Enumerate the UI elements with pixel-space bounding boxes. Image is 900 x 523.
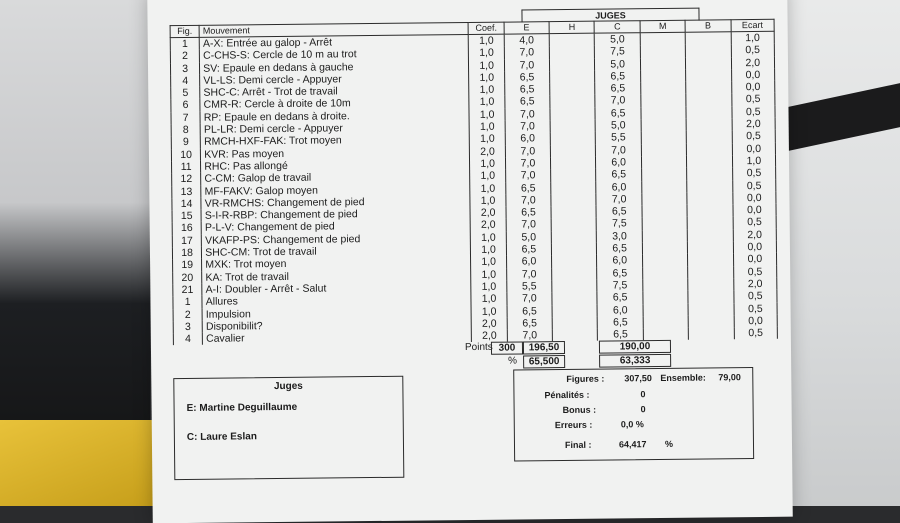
row-score-h	[551, 169, 597, 182]
row-score-h	[552, 267, 598, 280]
row-mouvement: C-CHS-S: Cercle de 10 m au trot	[200, 47, 469, 62]
juges-box	[173, 376, 404, 480]
row-score-b	[687, 180, 733, 193]
row-coef: 1,0	[471, 268, 506, 281]
row-score-c: 6,5	[595, 82, 641, 95]
row-mouvement: P-L-V: Changement de pied	[201, 219, 470, 234]
row-score-b	[687, 155, 733, 168]
row-score-b	[685, 32, 731, 45]
row-score-c: 7,5	[595, 46, 641, 59]
row-score-c: 6,5	[597, 291, 643, 304]
row-mouvement: SV: Epaule en dedans à gauche	[200, 60, 469, 75]
row-score-b	[686, 118, 732, 131]
figures-value: 307,50	[624, 373, 652, 384]
row-score-h	[551, 230, 597, 243]
row-ecart: 0,5	[732, 106, 776, 119]
row-score-c: 3,0	[597, 230, 643, 243]
header-coef: Coef.	[469, 22, 504, 34]
row-fig: 16	[172, 222, 201, 235]
row-ecart: 0,0	[733, 204, 777, 217]
row-score-m	[642, 180, 688, 193]
row-score-c: 5,0	[596, 119, 642, 132]
row-score-m	[641, 82, 687, 95]
row-fig: 6	[171, 99, 200, 112]
c-points: 190,00	[599, 340, 671, 354]
row-ecart: 0,5	[734, 327, 778, 340]
row-score-e: 7,0	[505, 145, 551, 158]
row-score-e: 6,0	[506, 255, 552, 268]
row-fig: 3	[170, 62, 199, 75]
row-coef: 1,0	[470, 170, 505, 183]
row-mouvement: S-I-R-RBP: Changement de pied	[201, 207, 470, 222]
row-score-h	[550, 120, 596, 133]
row-score-h	[552, 304, 598, 317]
row-coef: 1,0	[470, 158, 505, 171]
score-rows	[170, 31, 777, 345]
row-score-b	[688, 266, 734, 279]
row-ecart: 0,5	[731, 93, 775, 106]
points-label: Points	[464, 342, 493, 354]
row-fig: 14	[172, 198, 201, 211]
row-fig: 18	[172, 247, 201, 260]
row-score-m	[640, 57, 686, 70]
row-fig: 17	[172, 235, 201, 248]
row-coef: 1,0	[470, 194, 505, 207]
row-score-b	[687, 143, 733, 156]
row-fig: 10	[171, 148, 200, 161]
row-ecart: 0,0	[734, 315, 778, 328]
row-mouvement: RP: Epaule en dedans à droite.	[200, 109, 469, 124]
row-coef: 1,0	[471, 256, 506, 269]
header-c: C	[595, 21, 640, 33]
header-m: M	[640, 20, 685, 32]
header-h: H	[549, 21, 594, 33]
bonus-value: 0	[640, 404, 646, 415]
row-score-h	[552, 329, 598, 342]
row-score-m	[642, 205, 688, 218]
row-score-m	[641, 143, 687, 156]
row-score-m	[640, 70, 686, 83]
row-score-b	[686, 45, 732, 58]
row-score-b	[687, 168, 733, 181]
row-fig: 8	[171, 124, 200, 137]
row-score-h	[551, 194, 597, 207]
row-score-e: 6,5	[506, 243, 552, 256]
row-score-h	[550, 144, 596, 157]
row-ecart: 2,0	[733, 229, 777, 242]
row-score-h	[551, 218, 597, 231]
row-fig: 12	[172, 173, 201, 186]
row-score-c: 7,5	[597, 218, 643, 231]
row-mouvement: SHC-CM: Trot de travail	[202, 244, 471, 259]
row-score-h	[550, 71, 596, 84]
row-ecart: 0,5	[734, 302, 778, 315]
row-score-m	[643, 303, 689, 316]
row-score-m	[640, 45, 686, 58]
row-fig: 19	[173, 259, 202, 272]
row-score-e: 5,5	[507, 280, 553, 293]
row-fig: 2	[173, 308, 202, 321]
row-score-b	[689, 327, 735, 340]
row-ecart: 1,0	[732, 155, 776, 168]
row-coef: 1,0	[471, 281, 506, 294]
row-score-b	[688, 241, 734, 254]
row-score-m	[643, 316, 689, 329]
row-fig: 4	[173, 333, 202, 346]
row-score-h	[551, 181, 597, 194]
score-table-area	[170, 10, 779, 376]
row-mouvement: MXK: Trot moyen	[202, 256, 471, 271]
row-coef: 2,0	[472, 330, 507, 343]
summary-box	[513, 367, 754, 462]
row-fig: 9	[171, 136, 200, 149]
row-ecart: 1,0	[731, 31, 775, 44]
row-fig: 4	[171, 75, 200, 88]
header-e: E	[504, 22, 549, 34]
row-score-e: 6,5	[505, 96, 551, 109]
row-score-c: 6,5	[598, 316, 644, 329]
row-coef: 1,0	[469, 72, 504, 85]
row-ecart: 0,5	[733, 290, 777, 303]
row-ecart: 2,0	[732, 118, 776, 131]
row-ecart: 0,5	[732, 179, 776, 192]
penalites-label: Pénalités :	[544, 389, 590, 401]
penalites-value: 0	[640, 389, 646, 400]
row-mouvement: A-I: Doubler - Arrêt - Salut	[202, 281, 471, 296]
row-mouvement: KVR: Pas moyen	[201, 146, 470, 161]
score-table	[170, 19, 778, 346]
row-score-c: 6,5	[597, 267, 643, 280]
row-coef: 1,0	[470, 133, 505, 146]
row-ecart: 0,0	[733, 241, 777, 254]
juges-header: JUGES	[521, 8, 699, 23]
row-mouvement: Allures	[202, 293, 471, 308]
row-score-e: 6,5	[504, 83, 550, 96]
row-coef: 1,0	[469, 84, 504, 97]
row-score-h	[552, 292, 598, 305]
row-mouvement: Disponibilit?	[202, 318, 471, 333]
row-fig: 2	[170, 50, 199, 63]
row-score-c: 6,0	[598, 304, 644, 317]
row-score-m	[641, 94, 687, 107]
row-score-e: 6,5	[506, 206, 552, 219]
row-score-b	[686, 81, 732, 94]
row-mouvement: VL-LS: Demi cercle - Appuyer	[200, 72, 469, 87]
row-score-c: 6,5	[595, 107, 641, 120]
row-score-h	[549, 46, 595, 59]
row-fig: 1	[170, 37, 199, 50]
row-mouvement: CMR-R: Cercle à droite de 10m	[200, 96, 469, 111]
row-score-e: 7,0	[506, 219, 552, 232]
final-unit: %	[664, 438, 674, 449]
row-ecart: 0,5	[733, 216, 777, 229]
row-coef: 1,0	[471, 293, 506, 306]
row-score-e: 7,0	[505, 108, 551, 121]
row-coef: 1,0	[469, 34, 504, 47]
row-score-m	[642, 193, 688, 206]
row-mouvement: VKAFP-PS: Changement de pied	[202, 232, 471, 247]
row-score-b	[687, 204, 733, 217]
row-score-m	[642, 217, 688, 230]
row-coef: 2,0	[470, 145, 505, 158]
row-score-c: 5,0	[595, 33, 641, 46]
final-value: 64,417	[618, 439, 647, 450]
row-score-c: 6,5	[595, 70, 641, 83]
row-coef: 1,0	[470, 121, 505, 134]
row-score-h	[551, 243, 597, 256]
row-score-m	[641, 168, 687, 181]
row-ecart: 2,0	[733, 278, 777, 291]
header-mouvement: Mouvement	[199, 23, 468, 38]
row-score-h	[552, 316, 598, 329]
row-score-h	[550, 107, 596, 120]
row-score-h	[552, 280, 598, 293]
row-coef: 1,0	[469, 108, 504, 121]
row-mouvement: RMCH-HXF-FAK: Trot moyen	[200, 133, 469, 148]
row-score-h	[550, 58, 596, 71]
header-b: B	[685, 20, 730, 32]
row-score-b	[688, 278, 734, 291]
row-score-b	[686, 69, 732, 82]
row-score-c: 7,0	[596, 144, 642, 157]
row-score-c: 6,5	[598, 328, 644, 341]
header-fig: Fig.	[170, 25, 199, 37]
erreurs-label: Erreurs :	[554, 419, 593, 431]
row-mouvement: Impulsion	[202, 306, 471, 321]
percent-label: %	[508, 355, 518, 368]
judge-e: E: Martine Deguillaume	[186, 401, 298, 414]
row-score-e: 6,5	[504, 71, 550, 84]
row-ecart: 0,0	[731, 69, 775, 82]
row-score-e: 7,0	[507, 329, 553, 342]
row-score-c: 6,5	[596, 205, 642, 218]
c-percent: 63,333	[599, 354, 671, 368]
judge-c: C: Laure Eslan	[186, 431, 257, 443]
row-score-b	[687, 229, 733, 242]
juges-box-title: Juges	[273, 380, 303, 393]
row-score-h	[552, 255, 598, 268]
row-score-b	[686, 106, 732, 119]
row-fig: 13	[172, 185, 201, 198]
row-fig: 7	[171, 112, 200, 125]
e-points: 196,50	[523, 341, 565, 354]
row-ecart: 0,5	[732, 130, 776, 143]
row-score-e: 6,0	[505, 133, 551, 146]
row-score-b	[686, 57, 732, 70]
row-score-e: 7,0	[505, 157, 551, 170]
row-score-h	[551, 157, 597, 170]
row-coef: 1,0	[471, 244, 506, 257]
row-score-b	[686, 131, 732, 144]
row-score-m	[643, 279, 689, 292]
row-score-e: 6,5	[505, 182, 551, 195]
row-ecart: 2,0	[731, 56, 775, 69]
row-fig: 11	[172, 161, 201, 174]
row-score-b	[688, 315, 734, 328]
row-mouvement: SHC-C: Arrêt - Trot de travail	[200, 84, 469, 99]
row-score-c: 6,0	[597, 255, 643, 268]
row-score-e: 5,0	[506, 231, 552, 244]
row-score-e: 7,0	[505, 169, 551, 182]
row-score-c: 7,0	[595, 95, 641, 108]
row-score-m	[643, 328, 689, 341]
header-ecart: Ecart	[731, 19, 775, 31]
final-label: Final :	[564, 439, 592, 451]
score-sheet-paper	[147, 0, 793, 523]
row-score-h	[550, 95, 596, 108]
row-coef: 1,0	[470, 182, 505, 195]
row-score-b	[688, 303, 734, 316]
row-score-e: 4,0	[504, 34, 550, 47]
row-score-m	[642, 242, 688, 255]
row-score-e: 6,5	[507, 317, 553, 330]
row-ecart: 0,5	[732, 167, 776, 180]
row-fig: 5	[171, 87, 200, 100]
row-coef: 1,0	[469, 47, 504, 60]
row-mouvement: Cavalier	[203, 330, 472, 345]
row-ecart: 0,5	[731, 44, 775, 57]
row-fig: 1	[173, 296, 202, 309]
row-mouvement: MF-FAKV: Galop moyen	[201, 183, 470, 198]
row-score-b	[686, 94, 732, 107]
row-coef: 2,0	[472, 317, 507, 330]
row-mouvement: RHC: Pas allongé	[201, 158, 470, 173]
row-score-b	[688, 254, 734, 267]
row-score-h	[551, 206, 597, 219]
row-coef: 2,0	[471, 219, 506, 232]
row-fig: 15	[172, 210, 201, 223]
row-ecart: 0,0	[733, 253, 777, 266]
row-coef: 2,0	[470, 207, 505, 220]
row-score-m	[642, 266, 688, 279]
row-score-m	[641, 156, 687, 169]
row-score-e: 7,0	[504, 46, 550, 59]
row-score-c: 6,5	[596, 168, 642, 181]
row-score-h	[550, 132, 596, 145]
row-score-b	[688, 290, 734, 303]
row-coef: 1,0	[471, 231, 506, 244]
row-score-c: 7,5	[597, 279, 643, 292]
row-coef: 1,0	[469, 96, 504, 109]
row-coef: 1,0	[471, 305, 506, 318]
row-score-c: 7,0	[596, 193, 642, 206]
row-coef: 1,0	[469, 59, 504, 72]
bonus-label: Bonus :	[562, 404, 597, 416]
row-score-e: 7,0	[506, 268, 552, 281]
row-score-e: 7,0	[507, 292, 553, 305]
row-score-c: 6,5	[597, 242, 643, 255]
row-score-h	[549, 33, 595, 46]
row-score-m	[640, 32, 686, 45]
row-score-h	[550, 83, 596, 96]
row-ecart: 0,0	[731, 81, 775, 94]
erreurs-value: 0,0 %	[620, 419, 644, 430]
ensemble-value: 79,00	[718, 372, 741, 383]
row-fig: 3	[173, 321, 202, 334]
row-score-c: 6,0	[596, 181, 642, 194]
row-mouvement: VR-RMCHS: Changement de pied	[201, 195, 470, 210]
row-score-c: 6,0	[596, 156, 642, 169]
row-mouvement: KA: Trot de travail	[202, 269, 471, 284]
row-score-m	[643, 291, 689, 304]
row-fig: 21	[173, 284, 202, 297]
row-mouvement: PL-LR: Demi cercle - Appuyer	[200, 121, 469, 136]
background-yellow-object	[0, 420, 160, 506]
ensemble-label: Ensemble:	[660, 372, 706, 384]
row-score-m	[642, 254, 688, 267]
row-mouvement: C-CM: Galop de travail	[201, 170, 470, 185]
row-fig: 20	[173, 271, 202, 284]
row-ecart: 0,5	[733, 265, 777, 278]
row-ecart: 0,0	[732, 192, 776, 205]
row-score-b	[687, 217, 733, 230]
row-score-m	[641, 119, 687, 132]
row-score-e: 7,0	[506, 194, 552, 207]
row-score-m	[642, 229, 688, 242]
figures-label: Figures :	[566, 373, 605, 384]
e-percent: 65,500	[523, 355, 565, 368]
coef-total: 300	[491, 342, 523, 355]
row-mouvement: A-X: Entrée au galop - Arrêt	[199, 35, 468, 51]
row-score-m	[641, 131, 687, 144]
row-score-e: 7,0	[504, 59, 550, 72]
row-score-c: 5,5	[596, 132, 642, 145]
row-score-m	[641, 107, 687, 120]
row-ecart: 0,0	[732, 142, 776, 155]
row-score-e: 6,5	[507, 305, 553, 318]
row-score-c: 5,0	[595, 58, 641, 71]
row-score-e: 7,0	[505, 120, 551, 133]
row-score-b	[687, 192, 733, 205]
